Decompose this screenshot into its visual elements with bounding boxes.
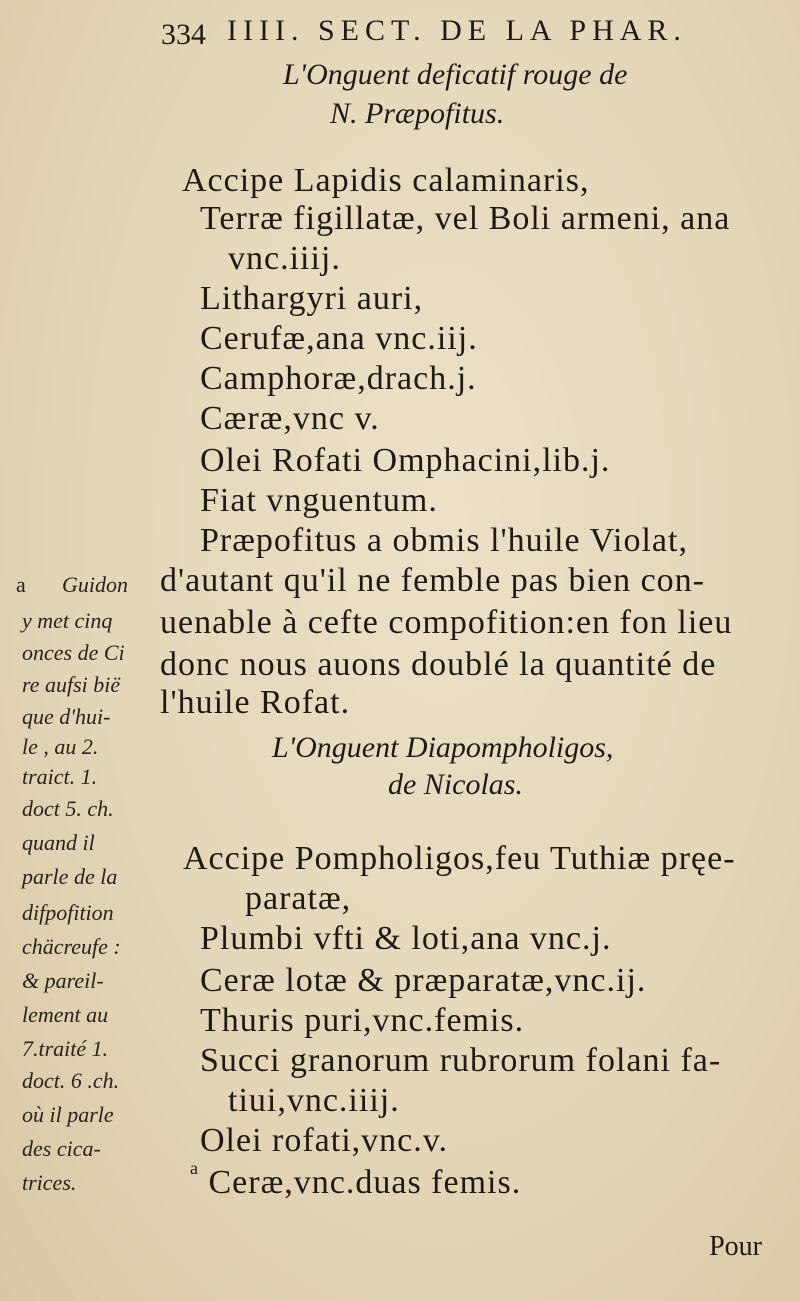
recipe1-line: l'huile Rofat.: [160, 684, 351, 721]
recipe1-line: donc nous auons doublé la quantité de: [160, 646, 717, 683]
margin-note-line: parle de la: [22, 864, 118, 889]
margin-note-line: des cica-: [22, 1136, 101, 1161]
recipe1-line: Cerufæ,ana vnc.iij.: [200, 320, 478, 357]
running-head: IIII. SECT. DE LA PHAR.: [227, 14, 687, 47]
margin-note-line: chäcreufe :: [22, 934, 121, 959]
recipe1-line: Cæræ,vnc v.: [200, 400, 380, 437]
margin-note-line: quand il: [22, 830, 95, 855]
recipe1-line: vnc.iiij.: [228, 240, 341, 277]
page-number: 334: [161, 18, 206, 51]
recipe1-line: Lithargyri auri,: [200, 280, 424, 317]
section2-title-line2: de Nicolas.: [388, 768, 523, 801]
margin-note-line: que d'hui-: [22, 704, 111, 729]
recipe2-line: Plumbi vfti & loti,ana vnc.j.: [200, 920, 612, 957]
catchword: Pour: [709, 1231, 762, 1262]
margin-note-line: y met cinq: [22, 608, 113, 633]
margin-note-line: doct. 6 .ch.: [22, 1068, 120, 1093]
recipe1-line: Accipe Lapidis calaminaris,: [182, 162, 590, 199]
recipe1-line: Camphoræ,drach.j.: [200, 360, 477, 397]
margin-note-line: difpofition: [22, 900, 114, 925]
section2-title-line1: L'Onguent Diapompholigos,: [272, 731, 614, 764]
recipe2-line-footnoted: [190, 1158, 522, 1202]
recipe1-line: Terræ figillatæ, vel Boli armeni, ana: [200, 200, 731, 237]
section1-title-line1: L'Onguent deficatif rouge de: [283, 58, 628, 91]
margin-note-line: traict. 1.: [22, 764, 98, 789]
recipe1-line: Præpofitus a obmis l'huile Violat,: [200, 522, 688, 559]
recipe2-line: Accipe Pompholigos,feu Tuthiæ pręe-: [183, 840, 736, 877]
recipe1-line: uenable à cefte compofition:en fon lieu: [160, 604, 733, 641]
recipe2-line-text: Ceræ,vnc.duas femis.: [208, 1164, 522, 1201]
recipe1-line: d'autant qu'il ne femble pas bien con-: [160, 562, 705, 599]
margin-note-line: & pareil-: [22, 968, 104, 993]
margin-note-line: lement au: [22, 1002, 109, 1027]
margin-note-line: trices.: [22, 1170, 77, 1195]
margin-note-line: 7.traité 1.: [22, 1036, 109, 1061]
recipe1-line: Fiat vnguentum.: [200, 482, 438, 519]
page-header: [0, 14, 800, 54]
recipe2-line: Ceræ lotæ & præparatæ,vnc.ij.: [200, 962, 647, 999]
recipe2-line: Olei rofati,vnc.v.: [200, 1122, 449, 1159]
margin-note-line: onces de Ci: [22, 640, 125, 665]
section1-title-line2: N. Præpofitus.: [330, 97, 505, 130]
margin-note-line: Guidon: [62, 572, 128, 597]
recipe2-line: Succi granorum rubrorum folani fa-: [200, 1042, 722, 1079]
margin-note-marker: a: [16, 572, 26, 597]
margin-note-line: doct 5. ch.: [22, 796, 114, 821]
recipe1-line: Olei Rofati Omphacini,lib.j.: [200, 442, 611, 479]
footnote-marker: a: [190, 1158, 199, 1178]
recipe2-line: paratæ,: [245, 880, 352, 917]
margin-note-line: le , au 2.: [22, 734, 99, 759]
margin-note-line: où il parle: [22, 1102, 114, 1127]
recipe2-line: tiui,vnc.iiij.: [228, 1082, 400, 1119]
recipe2-line: Thuris puri,vnc.femis.: [200, 1002, 525, 1039]
margin-note-line: re aufsi bië: [22, 672, 121, 697]
